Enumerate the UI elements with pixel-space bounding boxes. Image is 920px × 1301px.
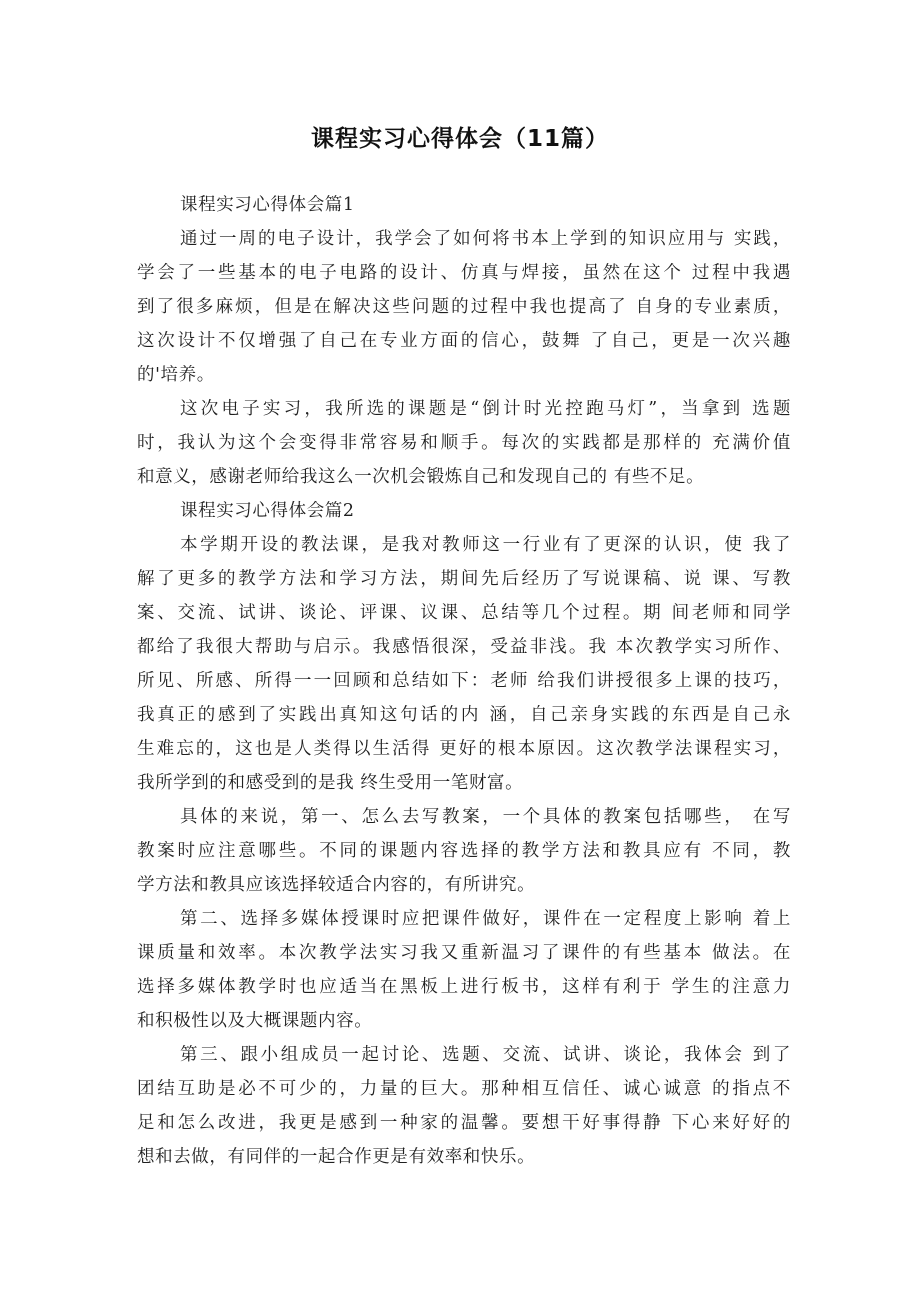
text-line: 学会了一些基本的电子电路的设计、仿真与焊接，虽然在这个 过程中我遇 bbox=[137, 263, 791, 283]
text-line: 这次设计不仅增强了自己在专业方面的信心，鼓舞 了自己，更是一次兴趣 bbox=[137, 331, 791, 351]
text-line: 生难忘的，这也是人类得以生活得 更好的根本原因。这次教学法课程实习， bbox=[137, 739, 791, 759]
text-line: 都给了我很大帮助与启示。我感悟很深，受益非浅。我 本次教学实习所作、 bbox=[137, 637, 791, 657]
text-line: 所见、所感、所得一一回顾和总结如下：老师 给我们讲授很多上课的技巧， bbox=[137, 671, 791, 691]
text-line: 第二、选择多媒体授课时应把课件做好，课件在一定程度上影响 着上 bbox=[180, 909, 791, 929]
text-line: 本学期开设的教法课，是我对教师这一行业有了更深的认识，使 我了 bbox=[180, 535, 791, 555]
text-line: 的'培养。 bbox=[137, 365, 215, 385]
text-line: 想和去做，有同伴的一起合作更是有效率和快乐。 bbox=[137, 1147, 536, 1167]
text-line: 教案时应注意哪些。不同的课题内容选择的教学方法和教具应有 不同，教 bbox=[137, 841, 791, 861]
text-line: 解了更多的教学方法和学习方法，期间先后经历了写说课稿、说 课、写教 bbox=[137, 569, 791, 589]
text-line: 团结互助是必不可少的，力量的巨大。那种相互信任、诚心诚意 的指点不 bbox=[137, 1079, 791, 1099]
text-line: 选择多媒体教学时也应适当在黑板上进行板书，这样有利于 学生的注意力 bbox=[137, 977, 791, 997]
text-line: 学方法和教具应该选择较适合内容的，有所讲究。 bbox=[137, 875, 536, 895]
text-line: 时，我认为这个会变得非常容易和顺手。每次的实践都是那样的 充满价值 bbox=[137, 433, 791, 453]
text-line: 具体的来说，第一、怎么去写教案，一个具体的教案包括哪些， 在写 bbox=[180, 807, 791, 827]
text-line: 我所学到的和感受到的是我 终生受用一笔财富。 bbox=[137, 773, 524, 793]
text-line: 和意义，感谢老师给我这么一次机会锻炼自己和发现自己的 有些不足。 bbox=[137, 467, 705, 487]
text-line: 这次电子实习，我所选的课题是“倒计时光控跑马灯”，当拿到 选题 bbox=[180, 399, 791, 419]
document-title: 课程实习心得体会（11篇） bbox=[310, 126, 609, 152]
text-line: 和积极性以及大概课题内容。 bbox=[137, 1011, 373, 1031]
section-heading: 课程实习心得体会篇1 bbox=[180, 195, 355, 215]
text-line: 通过一周的电子设计，我学会了如何将书本上学到的知识应用与 实践， bbox=[180, 229, 791, 249]
text-line: 课质量和效率。本次教学法实习我又重新温习了课件的有些基本 做法。在 bbox=[137, 943, 791, 963]
section-heading: 课程实习心得体会篇2 bbox=[180, 501, 355, 521]
text-line: 案、交流、试讲、谈论、评课、议课、总结等几个过程。期 间老师和同学 bbox=[137, 603, 791, 623]
text-line: 足和怎么改进，我更是感到一种家的温馨。要想干好事得静 下心来好好的 bbox=[137, 1113, 791, 1133]
text-line: 到了很多麻烦，但是在解决这些问题的过程中我也提高了 自身的专业素质， bbox=[137, 297, 791, 317]
document-body bbox=[137, 188, 791, 1174]
text-line: 我真正的感到了实践出真知这句话的内 涵，自己亲身实践的东西是自己永 bbox=[137, 705, 791, 725]
text-line: 第三、跟小组成员一起讨论、选题、交流、试讲、谈论，我体会 到了 bbox=[180, 1045, 791, 1065]
